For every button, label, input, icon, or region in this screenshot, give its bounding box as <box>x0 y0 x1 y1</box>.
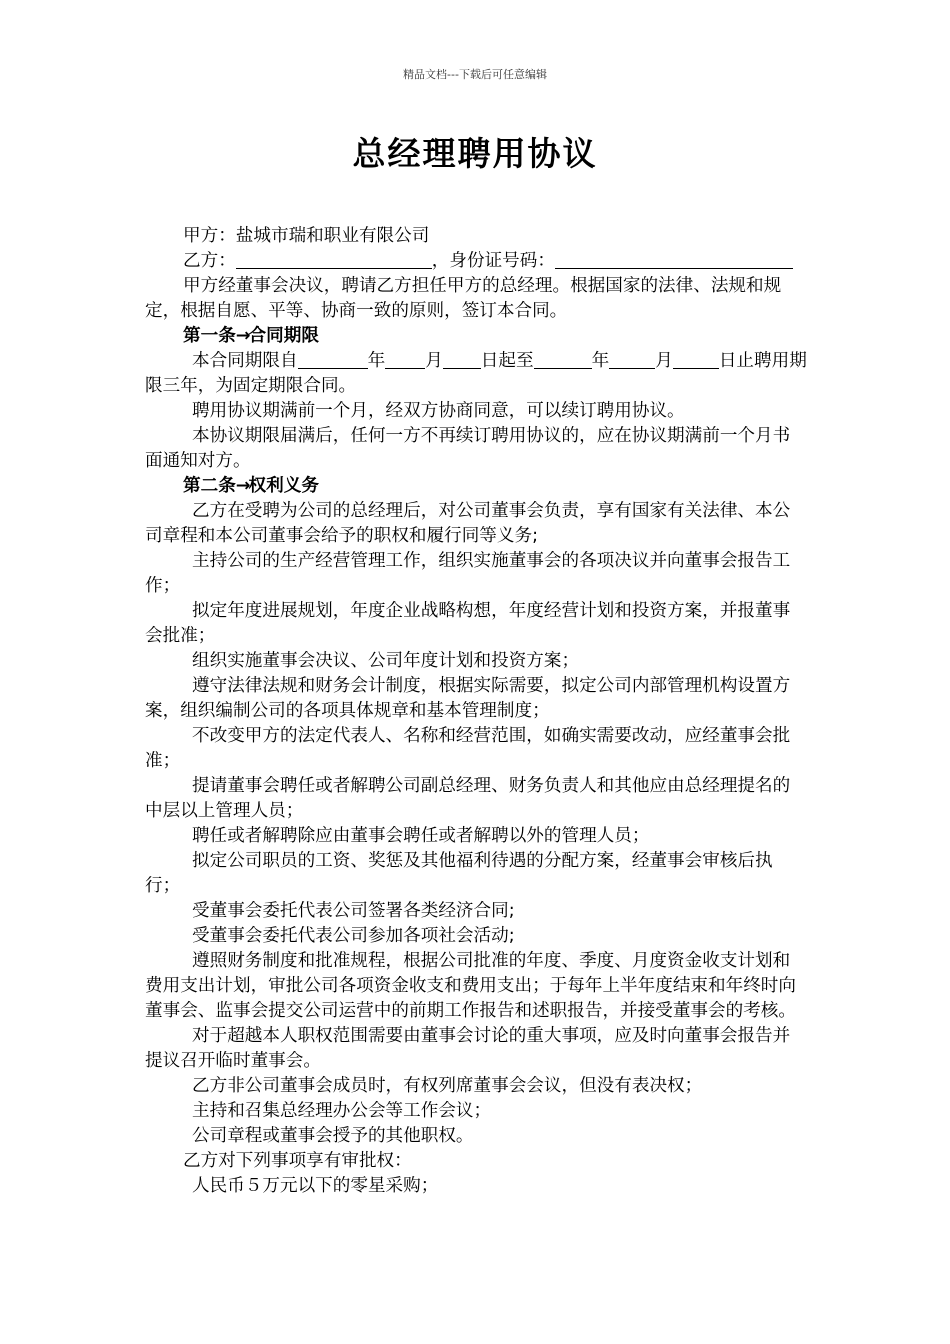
duty-paragraph-4: 组织实施董事会决议、公司年度计划和投资方案； <box>192 651 580 671</box>
approval-item-1: 人民币５万元以下的零星采购； <box>192 1176 439 1196</box>
party-b-label: 乙方： <box>183 251 236 271</box>
duty-paragraph-1: 乙方在受聘为公司的总经理后，对公司董事会负责，享有国家有关法律、本公司章程和本公司董事会给予的职权和履行同等义务; <box>145 501 791 546</box>
article-2-title: 权利义务 <box>248 476 319 496</box>
duty-paragraph-12: 遵照财务制度和批准规程，根据公司批准的年度、季度、月度资金收支计划和费用支出计划，审批公司各项资金收支和费用支出；于每年上半年度结束和年终时向董事会、监事会提交公司运营中的前期工作报告和述职报告，并接受董事会的考核。 <box>145 951 796 1021</box>
party-a-line: 甲方：盐城市瑞和职业有限公司 <box>183 226 430 246</box>
term-year-label: 年 <box>367 351 386 371</box>
term-end-year-label: 年 <box>591 351 610 371</box>
intro-paragraph: 甲方经董事会决议，聘请乙方担任甲方的总经理。根据国家的法律、法规和规定，根据自愿、平等、协商一致的原则，签订本合同。 <box>145 276 782 321</box>
duty-paragraph-7: 提请董事会聘任或者解聘公司副总经理、财务负责人和其他应由总经理提名的中层以上管理人员； <box>145 776 791 821</box>
duty-paragraph-2: 主持公司的生产经营管理工作，组织实施董事会的各项决议并向董事会报告工作； <box>145 551 791 596</box>
id-number-blank <box>555 250 793 269</box>
end-year-blank <box>534 350 592 369</box>
duty-paragraph-9: 拟定公司职员的工资、奖惩及其他福利待遇的分配方案，经董事会审核后执行； <box>145 851 773 896</box>
duty-paragraph-11: 受董事会委托代表公司参加各项社会活动; <box>192 926 515 946</box>
duty-paragraph-3: 拟定年度进展规划，年度企业战略构想，年度经营计划和投资方案，并报董事会批准； <box>145 601 791 646</box>
article-2-heading <box>145 474 807 499</box>
duty-paragraph-6: 不改变甲方的法定代表人、名称和经营范围，如确实需要改动，应经董事会批准； <box>145 726 791 771</box>
renewal-paragraph: 聘用协议期满前一个月，经双方协商同意，可以续订聘用协议。 <box>192 401 685 421</box>
end-month-blank <box>609 350 655 369</box>
approval-rights-heading: 乙方对下列事项享有审批权： <box>183 1151 412 1171</box>
party-b-name-blank <box>236 250 432 269</box>
arrow-icon: → <box>235 326 249 346</box>
end-day-blank <box>673 350 719 369</box>
duty-paragraph-5: 遵守法律法规和财务会计制度，根据实际需要，拟定公司内部管理机构设置方案，组织编制公司的各项具体规章和基本管理制度； <box>145 676 791 721</box>
duty-paragraph-16: 公司章程或董事会授予的其他职权。 <box>192 1126 474 1146</box>
term-month-label: 月 <box>425 351 443 371</box>
term-end-month-label: 月 <box>655 351 673 371</box>
start-year-blank <box>298 350 368 369</box>
duty-paragraph-14: 乙方非公司董事会成员时，有权列席董事会会议，但没有表决权； <box>192 1076 703 1096</box>
start-month-blank <box>385 350 425 369</box>
duty-paragraph-13: 对于超越本人职权范围需要由董事会讨论的重大事项，应及时向董事会报告并提议召开临时董事会。 <box>145 1026 791 1071</box>
expiry-notice-paragraph: 本协议期限届满后，任何一方不再续订聘用协议的，应在协议期满前一个月书面通知对方。 <box>145 426 791 471</box>
article-2-number: 第二条 <box>183 476 236 496</box>
start-day-blank <box>443 350 481 369</box>
arrow-icon: → <box>235 476 249 496</box>
term-paragraph <box>145 349 807 399</box>
article-1-title: 合同期限 <box>248 326 319 346</box>
party-b-line <box>145 249 807 274</box>
article-1-number: 第一条 <box>183 326 236 346</box>
article-1-heading <box>145 324 807 349</box>
document-body <box>145 224 807 1199</box>
term-day-label: 日起至 <box>480 351 534 371</box>
term-text-end: 日止聘用期限三年，为固定期限合同。 <box>145 351 807 396</box>
term-text-start: 本合同期限自 <box>192 351 298 371</box>
id-number-label: ，身份证号码： <box>431 251 555 271</box>
duty-paragraph-8: 聘任或者解聘除应由董事会聘任或者解聘以外的管理人员； <box>192 826 650 846</box>
duty-paragraph-10: 受董事会委托代表公司签署各类经济合同; <box>192 901 515 921</box>
document-title: 总经理聘用协议 <box>352 134 598 173</box>
duty-paragraph-15: 主持和召集总经理办公会等工作会议； <box>192 1101 492 1121</box>
header-watermark: 精品文档---下载后可任意编辑 <box>403 68 547 81</box>
